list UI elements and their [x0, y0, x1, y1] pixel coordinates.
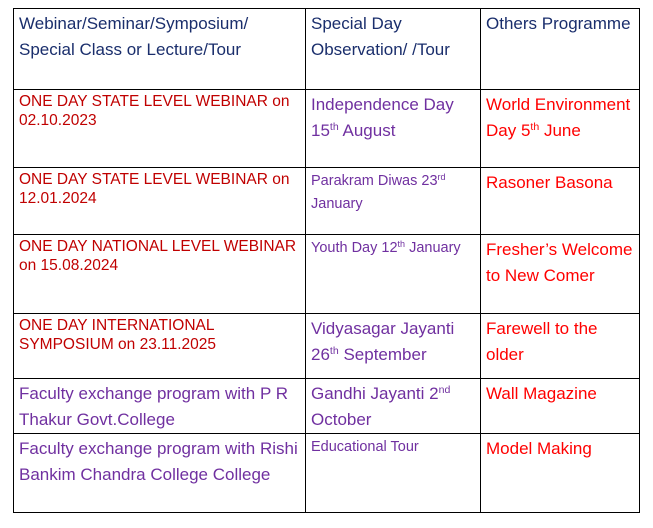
table-row [14, 434, 640, 513]
ordinal-suffix: th [530, 121, 540, 134]
ordinal-suffix: th [397, 239, 406, 250]
cell-text: September [338, 345, 427, 364]
table-row [14, 314, 640, 379]
ordinal-suffix: rd [437, 172, 446, 183]
cell-webinar: ONE DAY NATIONAL LEVEL WEBINAR on 15.08.2024 [14, 235, 306, 314]
cell-webinar: ONE DAY STATE LEVEL WEBINAR on 12.01.2024 [14, 168, 306, 235]
cell-special-day [306, 90, 481, 168]
cell-text: June [539, 121, 581, 140]
ordinal-suffix: th [329, 345, 339, 358]
cell-text: January [311, 196, 363, 212]
cell-text: Vidyasagar Jayanti 26 [311, 319, 455, 364]
cell-special-day [306, 314, 481, 379]
cell-text: August [338, 121, 396, 140]
header-cell-others: Others Programme [481, 9, 640, 90]
cell-others: Fresher’s Welcome to New Comer [481, 235, 640, 314]
cell-others: Farewell to the older [481, 314, 640, 379]
cell-text: Gandhi Jayanti 2 [311, 384, 439, 403]
cell-special-day: Educational Tour [306, 434, 481, 513]
ordinal-suffix: th [329, 121, 339, 134]
cell-text: Youth Day 12 [311, 240, 398, 256]
cell-text: Independence Day 15 [311, 95, 454, 140]
cell-text: October [311, 410, 372, 429]
ordinal-suffix: nd [438, 384, 451, 397]
cell-others: Rasoner Basona [481, 168, 640, 235]
table-row [14, 235, 640, 314]
cell-webinar: ONE DAY STATE LEVEL WEBINAR on 02.10.2023 [14, 90, 306, 168]
cell-text: Parakram Diwas 23 [311, 173, 438, 189]
cell-text: January [405, 240, 461, 256]
header-row [14, 9, 640, 90]
header-cell-special-day: Special Day Observation/ /Tour [306, 9, 481, 90]
cell-webinar: Faculty exchange program with P R Thakur Govt.College [14, 379, 306, 434]
cell-others: Wall Magazine [481, 379, 640, 434]
cell-webinar: ONE DAY INTERNATIONAL SYMPOSIUM on 23.11.2025 [14, 314, 306, 379]
programme-table [13, 8, 640, 513]
cell-others: Model Making [481, 434, 640, 513]
table-row [14, 168, 640, 235]
table-row [14, 90, 640, 168]
cell-special-day [306, 168, 481, 235]
table-row [14, 379, 640, 434]
cell-others [481, 90, 640, 168]
cell-special-day [306, 235, 481, 314]
cell-text: World Environment Day 5 [486, 95, 631, 140]
header-cell-webinar: Webinar/Seminar/Symposium/ Special Class or Lecture/Tour [14, 9, 306, 90]
cell-special-day [306, 379, 481, 434]
cell-webinar: Faculty exchange program with Rishi Bankim Chandra College College [14, 434, 306, 513]
